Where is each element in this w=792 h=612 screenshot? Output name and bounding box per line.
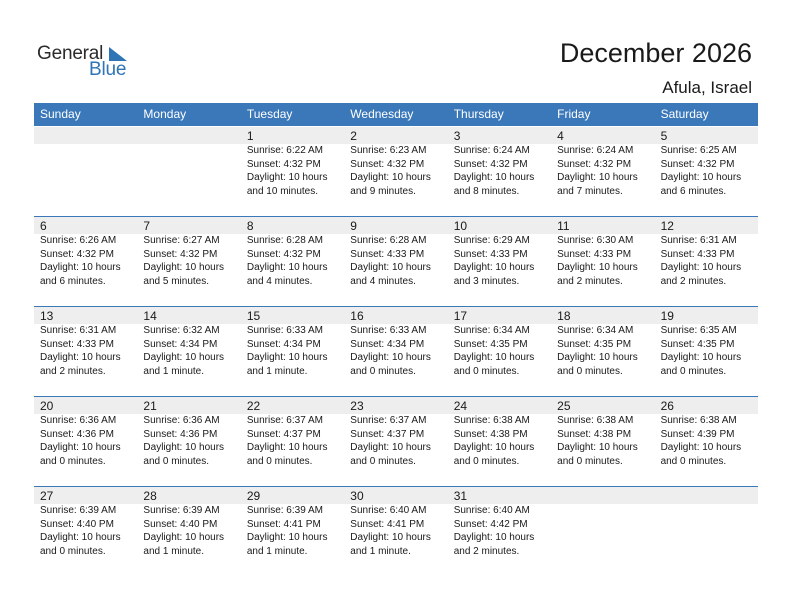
sunrise-text: Sunrise: 6:30 AM	[557, 235, 634, 246]
daylight-minutes-text: and 1 minute.	[350, 545, 411, 557]
day-cell	[551, 216, 654, 306]
daylight-text: Daylight: 10 hours	[143, 262, 225, 273]
daylight-text: Daylight: 10 hours	[40, 262, 121, 273]
day-cell	[655, 126, 758, 216]
daylight-text: Daylight: 10 hours	[40, 442, 121, 453]
daylight-minutes-text: and 0 minutes.	[350, 365, 416, 377]
day-number: 1	[246, 129, 254, 143]
day-cell	[655, 306, 758, 396]
sunset-text: Sunset: 4:33 PM	[453, 248, 528, 260]
sunrise-text: Sunrise: 6:39 AM	[40, 505, 117, 516]
sunset-text: Sunset: 4:41 PM	[246, 518, 321, 530]
day-cell	[34, 306, 137, 396]
daylight-minutes-text: and 5 minutes.	[143, 275, 210, 287]
sunset-text: Sunset: 4:35 PM	[660, 338, 735, 350]
sunrise-text: Sunrise: 6:40 AM	[453, 505, 530, 516]
day-cell	[655, 396, 758, 486]
weekday-sunday: Sunday	[40, 107, 81, 121]
sunrise-text: Sunrise: 6:39 AM	[143, 505, 220, 516]
daylight-minutes-text: and 0 minutes.	[143, 455, 210, 467]
sunrise-text: Sunrise: 6:33 AM	[246, 325, 323, 336]
day-number: 22	[246, 399, 261, 413]
day-cell	[655, 216, 758, 306]
daylight-text: Daylight: 10 hours	[40, 352, 121, 363]
daylight-minutes-text: and 2 minutes.	[660, 275, 727, 287]
daylight-text: Daylight: 10 hours	[246, 352, 328, 363]
sunset-text: Sunset: 4:32 PM	[246, 158, 321, 170]
day-number: 23	[350, 399, 364, 413]
sunrise-text: Sunrise: 6:38 AM	[660, 415, 737, 426]
daylight-minutes-text: and 0 minutes.	[557, 365, 623, 377]
day-number: 12	[660, 219, 674, 233]
day-cell	[551, 126, 654, 216]
week-grid	[34, 306, 758, 396]
day-number: 2	[350, 129, 357, 143]
sunrise-text: Sunrise: 6:29 AM	[453, 235, 530, 246]
empty-day-cell	[34, 126, 137, 216]
daylight-minutes-text: and 8 minutes.	[453, 185, 520, 197]
day-cell	[34, 216, 137, 306]
daylight-minutes-text: and 0 minutes.	[660, 455, 727, 467]
daylight-minutes-text: and 10 minutes.	[246, 185, 319, 197]
week-grid	[34, 486, 758, 576]
week-grid	[34, 126, 758, 216]
sunset-text: Sunset: 4:32 PM	[143, 248, 218, 260]
day-cell	[448, 216, 551, 306]
daylight-minutes-text: and 9 minutes.	[350, 185, 416, 197]
day-number: 18	[557, 309, 571, 323]
sunset-text: Sunset: 4:40 PM	[40, 518, 114, 530]
sunrise-text: Sunrise: 6:22 AM	[246, 145, 323, 156]
week-grid	[34, 396, 758, 486]
sunset-text: Sunset: 4:34 PM	[350, 338, 425, 350]
sunrise-text: Sunrise: 6:28 AM	[246, 235, 323, 246]
day-cell	[448, 306, 551, 396]
sunrise-text: Sunrise: 6:23 AM	[350, 145, 427, 156]
sunrise-text: Sunrise: 6:40 AM	[350, 505, 427, 516]
sunrise-text: Sunrise: 6:26 AM	[40, 235, 117, 246]
daylight-minutes-text: and 4 minutes.	[350, 275, 416, 287]
daylight-minutes-text: and 6 minutes.	[40, 275, 106, 287]
daylight-minutes-text: and 7 minutes.	[557, 185, 623, 197]
sunrise-text: Sunrise: 6:39 AM	[246, 505, 323, 516]
daylight-text: Daylight: 10 hours	[350, 262, 431, 273]
day-cell	[344, 216, 447, 306]
day-cell	[241, 396, 344, 486]
daylight-minutes-text: and 4 minutes.	[246, 275, 313, 287]
sunrise-text: Sunrise: 6:33 AM	[350, 325, 427, 336]
daylight-minutes-text: and 0 minutes.	[246, 455, 313, 467]
sunset-text: Sunset: 4:32 PM	[40, 248, 114, 260]
sunrise-text: Sunrise: 6:25 AM	[660, 145, 737, 156]
week-grid	[34, 216, 758, 306]
sunrise-text: Sunrise: 6:35 AM	[660, 325, 737, 336]
sunrise-text: Sunrise: 6:31 AM	[40, 325, 117, 336]
daylight-minutes-text: and 0 minutes.	[557, 455, 623, 467]
daylight-text: Daylight: 10 hours	[557, 262, 638, 273]
daylight-minutes-text: and 1 minute.	[143, 365, 205, 377]
daylight-minutes-text: and 1 minute.	[143, 545, 205, 557]
day-cell	[344, 126, 447, 216]
sunset-text: Sunset: 4:32 PM	[246, 248, 321, 260]
day-cell	[448, 396, 551, 486]
day-number: 8	[246, 219, 254, 233]
sunset-text: Sunset: 4:34 PM	[143, 338, 218, 350]
empty-day-cell	[655, 486, 758, 576]
day-number: 26	[660, 399, 674, 413]
sunrise-text: Sunrise: 6:38 AM	[453, 415, 530, 426]
daylight-text: Daylight: 10 hours	[143, 442, 225, 453]
sunrise-text: Sunrise: 6:24 AM	[557, 145, 634, 156]
daylight-minutes-text: and 6 minutes.	[660, 185, 727, 197]
daylight-text: Daylight: 10 hours	[660, 172, 742, 183]
day-cell	[241, 126, 344, 216]
daylight-minutes-text: and 3 minutes.	[453, 275, 520, 287]
day-cell	[344, 486, 447, 576]
calendar-weeks	[34, 126, 758, 576]
weekday-thursday: Thursday	[453, 107, 504, 121]
day-cell	[551, 396, 654, 486]
sunset-text: Sunset: 4:33 PM	[557, 248, 632, 260]
sunrise-text: Sunrise: 6:34 AM	[557, 325, 634, 336]
sunset-text: Sunset: 4:32 PM	[660, 158, 735, 170]
daylight-minutes-text: and 0 minutes.	[40, 455, 106, 467]
day-cell	[448, 126, 551, 216]
empty-day-cell	[551, 486, 654, 576]
day-cell	[137, 396, 240, 486]
sunrise-text: Sunrise: 6:32 AM	[143, 325, 220, 336]
daylight-text: Daylight: 10 hours	[660, 442, 742, 453]
day-number: 29	[246, 489, 261, 503]
daylight-text: Daylight: 10 hours	[350, 532, 431, 543]
daylight-minutes-text: and 2 minutes.	[453, 545, 520, 557]
sunrise-text: Sunrise: 6:36 AM	[143, 415, 220, 426]
day-cell	[137, 216, 240, 306]
daylight-text: Daylight: 10 hours	[453, 262, 535, 273]
daylight-text: Daylight: 10 hours	[246, 442, 328, 453]
day-number: 14	[143, 309, 157, 323]
daylight-text: Daylight: 10 hours	[453, 352, 535, 363]
logo-blue-text: Blue	[89, 59, 127, 80]
day-number: 17	[453, 309, 468, 323]
day-cell	[241, 216, 344, 306]
sunrise-text: Sunrise: 6:36 AM	[40, 415, 117, 426]
sunset-text: Sunset: 4:32 PM	[350, 158, 425, 170]
sunset-text: Sunset: 4:39 PM	[660, 428, 735, 440]
day-cell	[241, 486, 344, 576]
day-number: 5	[660, 129, 668, 143]
sunrise-text: Sunrise: 6:34 AM	[453, 325, 530, 336]
weekday-friday: Friday	[557, 107, 591, 121]
sunset-text: Sunset: 4:36 PM	[40, 428, 114, 440]
daylight-text: Daylight: 10 hours	[453, 172, 535, 183]
week-row	[34, 126, 758, 216]
daylight-text: Daylight: 10 hours	[246, 172, 328, 183]
day-number: 11	[557, 219, 570, 233]
sunrise-text: Sunrise: 6:27 AM	[143, 235, 220, 246]
week-row	[34, 306, 758, 396]
sunset-text: Sunset: 4:38 PM	[557, 428, 632, 440]
day-cell	[137, 306, 240, 396]
sunset-text: Sunset: 4:38 PM	[453, 428, 528, 440]
daylight-text: Daylight: 10 hours	[453, 442, 535, 453]
daylight-minutes-text: and 2 minutes.	[557, 275, 623, 287]
calendar	[34, 103, 758, 576]
sunset-text: Sunset: 4:41 PM	[350, 518, 425, 530]
day-number: 30	[350, 489, 364, 503]
sunset-text: Sunset: 4:34 PM	[246, 338, 321, 350]
day-cell	[344, 306, 447, 396]
daylight-text: Daylight: 10 hours	[660, 262, 742, 273]
daylight-text: Daylight: 10 hours	[143, 352, 225, 363]
sunset-text: Sunset: 4:37 PM	[350, 428, 425, 440]
daylight-text: Daylight: 10 hours	[350, 172, 431, 183]
daylight-text: Daylight: 10 hours	[557, 172, 638, 183]
daylight-minutes-text: and 0 minutes.	[453, 455, 520, 467]
day-cell	[241, 306, 344, 396]
daylight-minutes-text: and 0 minutes.	[453, 365, 520, 377]
daylight-minutes-text: and 0 minutes.	[40, 545, 106, 557]
week-row	[34, 396, 758, 486]
day-number: 16	[350, 309, 364, 323]
page-title: December 2026	[559, 38, 752, 68]
weekday-saturday: Saturday	[660, 107, 709, 121]
day-cell	[34, 486, 137, 576]
daylight-text: Daylight: 10 hours	[557, 442, 638, 453]
daylight-minutes-text: and 0 minutes.	[350, 455, 416, 467]
week-row	[34, 216, 758, 306]
day-cell	[137, 486, 240, 576]
day-number: 6	[40, 219, 47, 233]
sunset-text: Sunset: 4:33 PM	[350, 248, 425, 260]
sunrise-text: Sunrise: 6:38 AM	[557, 415, 634, 426]
day-number: 24	[453, 399, 468, 413]
sunset-text: Sunset: 4:37 PM	[246, 428, 321, 440]
daylight-minutes-text: and 1 minute.	[246, 365, 308, 377]
daylight-text: Daylight: 10 hours	[246, 262, 328, 273]
sunrise-text: Sunrise: 6:37 AM	[350, 415, 427, 426]
day-number: 9	[350, 219, 357, 233]
day-number: 25	[557, 399, 571, 413]
weekday-wednesday: Wednesday	[350, 107, 414, 121]
sunset-text: Sunset: 4:35 PM	[557, 338, 632, 350]
sunrise-text: Sunrise: 6:31 AM	[660, 235, 737, 246]
sunset-text: Sunset: 4:33 PM	[40, 338, 114, 350]
sunset-text: Sunset: 4:35 PM	[453, 338, 528, 350]
day-number: 28	[143, 489, 157, 503]
day-number: 3	[453, 129, 461, 143]
day-number: 31	[453, 489, 468, 503]
empty-day-cell	[137, 126, 240, 216]
sunset-text: Sunset: 4:33 PM	[660, 248, 735, 260]
sunrise-text: Sunrise: 6:24 AM	[453, 145, 530, 156]
generalblue-logo	[37, 43, 137, 83]
day-number: 21	[143, 399, 157, 413]
day-number: 10	[453, 219, 468, 233]
day-number: 7	[143, 219, 151, 233]
daylight-text: Daylight: 10 hours	[246, 532, 328, 543]
daylight-text: Daylight: 10 hours	[660, 352, 742, 363]
weekday-tuesday: Tuesday	[246, 107, 293, 121]
weekday-monday: Monday	[143, 107, 187, 121]
sunset-text: Sunset: 4:40 PM	[143, 518, 218, 530]
daylight-minutes-text: and 2 minutes.	[40, 365, 106, 377]
day-number: 4	[557, 129, 564, 143]
weekday-header	[34, 103, 758, 126]
daylight-text: Daylight: 10 hours	[350, 352, 431, 363]
day-number: 13	[40, 309, 54, 323]
day-cell	[34, 396, 137, 486]
sunset-text: Sunset: 4:32 PM	[557, 158, 632, 170]
daylight-text: Daylight: 10 hours	[557, 352, 638, 363]
sunrise-text: Sunrise: 6:37 AM	[246, 415, 323, 426]
week-row	[34, 486, 758, 576]
sunrise-text: Sunrise: 6:28 AM	[350, 235, 427, 246]
sunset-text: Sunset: 4:42 PM	[453, 518, 528, 530]
daylight-minutes-text: and 0 minutes.	[660, 365, 727, 377]
daylight-text: Daylight: 10 hours	[453, 532, 535, 543]
location-subtitle: Afula, Israel	[662, 78, 752, 97]
day-number: 19	[660, 309, 674, 323]
logo-general-text: General	[37, 43, 104, 64]
daylight-text: Daylight: 10 hours	[350, 442, 431, 453]
daylight-minutes-text: and 1 minute.	[246, 545, 308, 557]
day-number: 15	[246, 309, 261, 323]
day-cell	[551, 306, 654, 396]
daylight-text: Daylight: 10 hours	[143, 532, 225, 543]
sunset-text: Sunset: 4:36 PM	[143, 428, 218, 440]
day-cell	[448, 486, 551, 576]
day-number: 27	[40, 489, 54, 503]
day-number: 20	[40, 399, 54, 413]
sunset-text: Sunset: 4:32 PM	[453, 158, 528, 170]
daylight-text: Daylight: 10 hours	[40, 532, 121, 543]
day-cell	[344, 396, 447, 486]
